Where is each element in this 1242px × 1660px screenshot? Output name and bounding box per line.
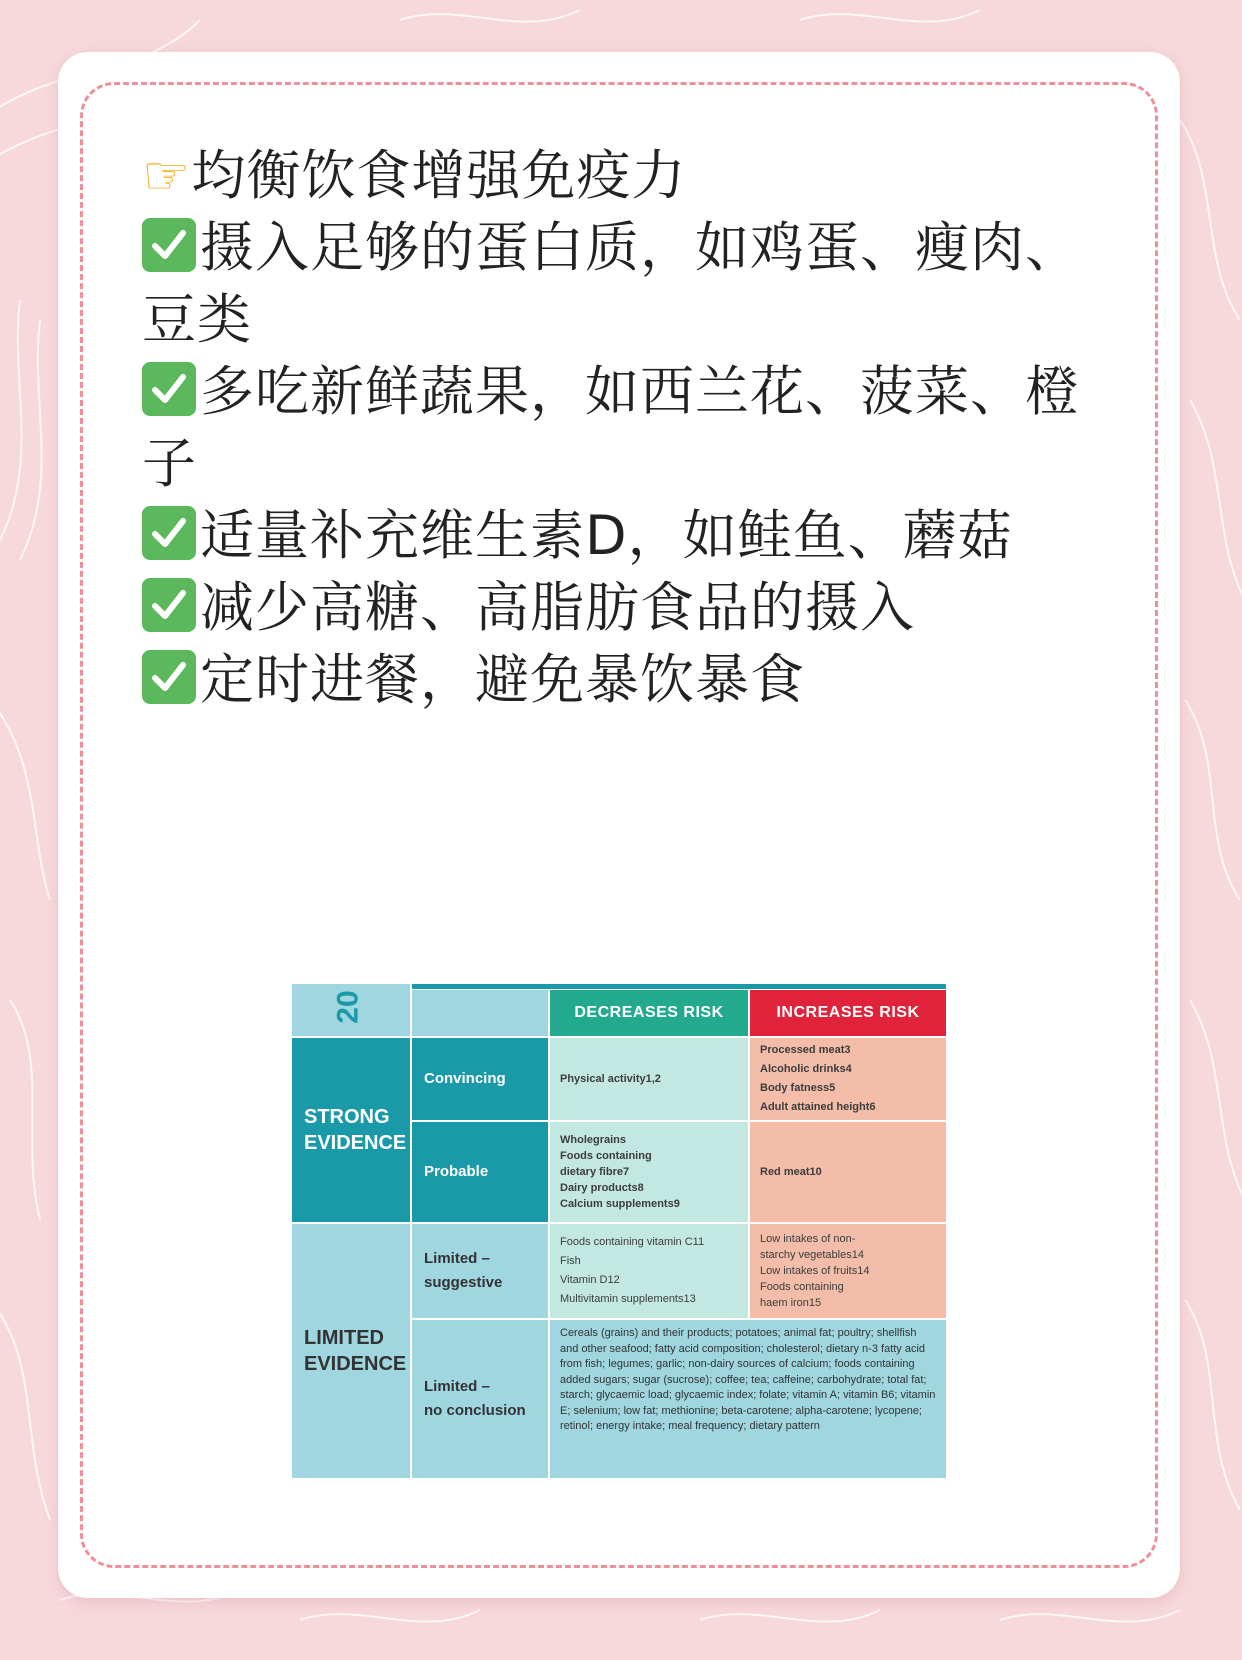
list-item: [142, 356, 1102, 428]
list-item-continuation: [142, 428, 1102, 500]
convincing-increases: Processed meat3 Alcoholic drinks4 Body fatness5 Adult attained height6: [750, 1038, 946, 1120]
heading-line: [142, 140, 1102, 212]
check-icon: [142, 578, 196, 632]
list-item-continuation: [142, 284, 1102, 356]
suggestive-decreases: Foods containing vitamin C11 Fish Vitamin D12 Multivitamin supplements13: [550, 1224, 748, 1318]
pointing-right-icon: ☞: [142, 144, 192, 207]
check-icon: [142, 506, 196, 560]
item-text: 多吃新鲜蔬果，如西兰花、菠菜、橙: [200, 360, 1080, 423]
list-item: [142, 500, 1102, 572]
check-icon: [142, 650, 196, 704]
item-text: 减少高糖、高脂肪食品的摄入: [200, 576, 915, 639]
text-block: [142, 140, 1102, 716]
no-conclusion-text: Cereals (grains) and their products; potatoes; animal fat; poultry; shellfish and other seafood; fatty acid composition; cholesterol; dietary n-3 fatty acid from fish; legumes; garlic; non-dairy sources of calcium; foods containing added sugars; sugar (sucrose); coffee; tea; caffeine; carbohydrate; total fat; starch; glycaemic load; glycaemic index; folate; vitamin A; vitamin B6; vitamin E; selenium; low fat; methionine; beta-carotene; alpha-carotene; lycopene; retinol; energy intake; meal frequency; dietary pattern: [550, 1320, 946, 1478]
item-text: 摄入足够的蛋白质，如鸡蛋、瘦肉、: [200, 216, 1080, 279]
item-text: 适量补充维生素D，如鲑鱼、蘑菇: [200, 504, 1013, 567]
suggestive-increases: Low intakes of non- starchy vegetables14 Low intakes of fruits14 Foods containing haem iron15: [750, 1224, 946, 1318]
evidence-table: [292, 984, 946, 1478]
heading-title: 均衡饮食增强免疫力: [191, 144, 687, 207]
probable-label: Probable: [412, 1122, 548, 1222]
table-top-stripe: [412, 984, 946, 989]
decreases-risk-header: DECREASES RISK: [550, 990, 748, 1036]
convincing-label: Convincing: [412, 1038, 548, 1120]
probable-increases: Red meat10: [750, 1122, 946, 1222]
check-icon: [142, 362, 196, 416]
limited-suggestive-label: Limited – suggestive: [412, 1224, 548, 1318]
item-text: 定时进餐，避免暴饮暴食: [200, 648, 805, 711]
strong-evidence-label: STRONG EVIDENCE: [292, 1038, 410, 1222]
corner-label: 20: [331, 990, 365, 1024]
convincing-decreases: Physical activity1,2: [550, 1038, 748, 1120]
table-blank-header: [412, 990, 548, 1036]
list-item: [142, 572, 1102, 644]
probable-decreases: Wholegrains Foods containing dietary fibre7 Dairy products8 Calcium supplements9: [550, 1122, 748, 1222]
item-text: 豆类: [142, 288, 252, 351]
item-text: 子: [142, 432, 197, 495]
list-item: [142, 644, 1102, 716]
table-corner: [292, 984, 410, 1036]
list-item: [142, 212, 1102, 284]
increases-risk-header: INCREASES RISK: [750, 990, 946, 1036]
check-icon: [142, 218, 196, 272]
limited-evidence-label: LIMITED EVIDENCE: [292, 1224, 410, 1478]
limited-no-conclusion-label: Limited – no conclusion: [412, 1320, 548, 1478]
